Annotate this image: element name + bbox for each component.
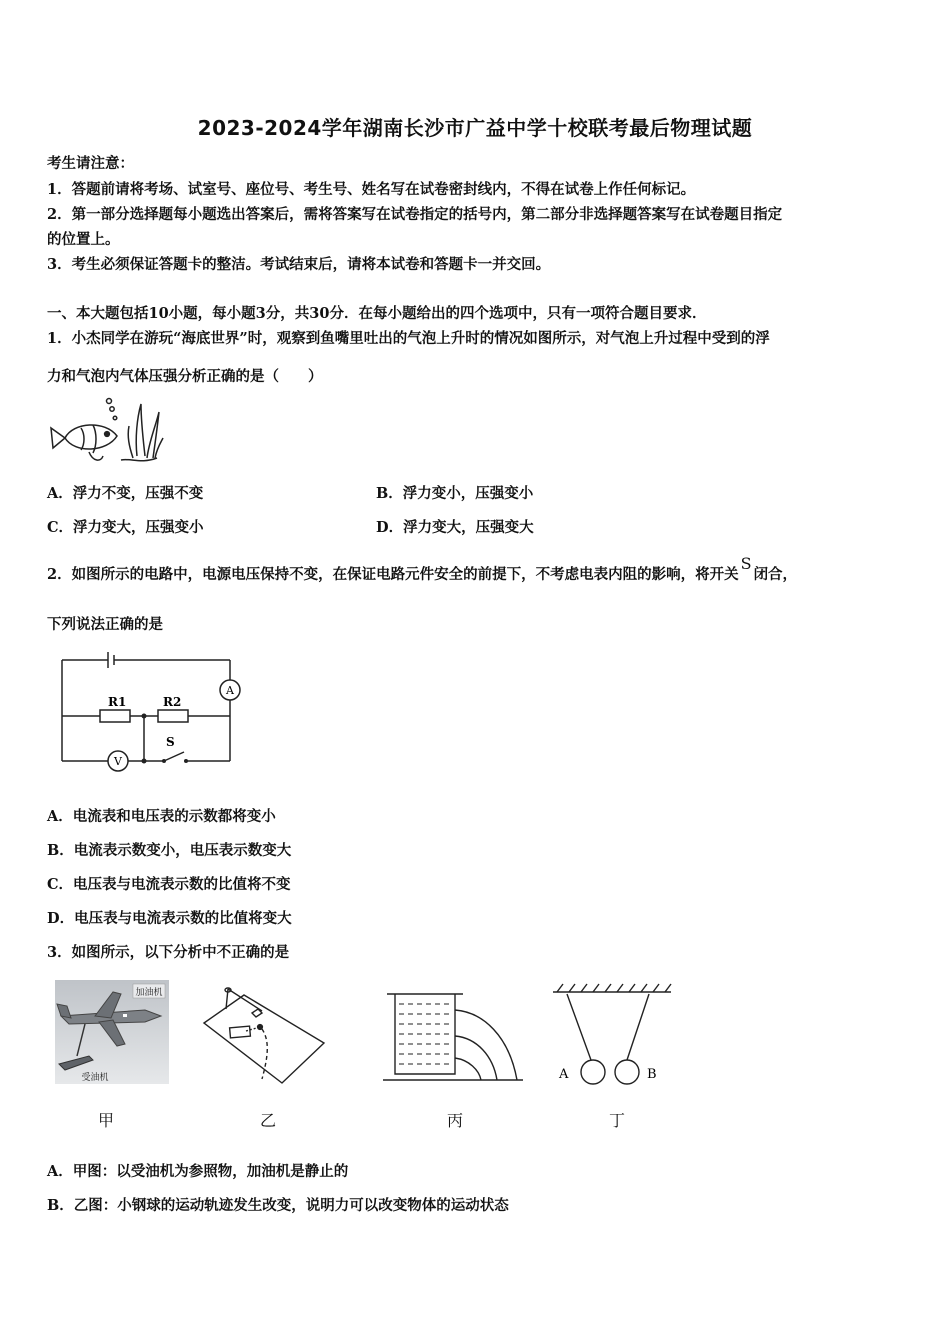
- notice-item: 1．答题前请将考场、试室号、座位号、考生号、姓名写在试卷密封线内，不得在试卷上作任何标记。: [47, 181, 696, 198]
- q3-stem: 3．如图所示，以下分析中不正确的是: [47, 944, 290, 961]
- switch-label: S: [166, 735, 175, 749]
- tanker-label: 加油机: [135, 988, 163, 998]
- q2-option-c[interactable]: C．电压表与电流表示数的比值将不变: [47, 876, 291, 893]
- q3-option-a[interactable]: A．甲图：以受油机为参照物，加油机是静止的: [47, 1163, 349, 1180]
- q1-stem: 1．小杰同学在游玩“海底世界”时，观察到鱼嘴里吐出的气泡上升时的情况如图所示，对气泡上升过程中受到的浮: [47, 330, 770, 347]
- ball-b-label: B: [647, 1067, 657, 1082]
- q2-stem-text: 2．如图所示的电路中，电源电压保持不变，在保证电路元件安全的前提下，不考虑电表内阻的影响，将开关: [47, 566, 739, 583]
- q3-option-b[interactable]: B．乙图：小钢球的运动轨迹发生改变，说明力可以改变物体的运动状态: [47, 1197, 509, 1214]
- circuit-diagram: [60, 648, 245, 773]
- q2-option-a[interactable]: A．电流表和电压表的示数都将变小: [47, 808, 276, 825]
- caption-bing: 丙: [447, 1111, 464, 1130]
- r2-label: R2: [163, 695, 182, 709]
- receiver-label: 受油机: [81, 1073, 109, 1083]
- caption-jia: 甲: [98, 1111, 115, 1130]
- hanging-balls-figure: [553, 984, 673, 1090]
- water-jets-figure: [383, 990, 523, 1082]
- caption-ding: 丁: [609, 1111, 626, 1130]
- caption-yi: 乙: [260, 1111, 277, 1130]
- q2-stem-end: 闭合，: [753, 566, 798, 583]
- steel-ball-figure: [200, 985, 330, 1085]
- q2-option-d[interactable]: D．电压表与电流表示数的比值将变大: [47, 910, 292, 927]
- r1-label: R1: [108, 695, 127, 709]
- page-title: 2023-2024学年湖南长沙市广益中学十校联考最后物理试题: [197, 116, 753, 140]
- ball-a-label: A: [559, 1067, 569, 1082]
- refuel-planes-figure: [55, 980, 169, 1084]
- notice-item: 2．第一部分选择题每小题选出答案后，需将答案写在试卷指定的括号内，第二部分非选择题答案写在试卷题目指定: [47, 206, 783, 223]
- notice-item: 3．考生必须保证答题卡的整洁。考试结束后，请将本试卷和答题卡一并交回。: [47, 256, 551, 273]
- q2-stem: 下列说法正确的是: [47, 616, 163, 633]
- q1-option-d[interactable]: D．浮力变大，压强变大: [376, 519, 534, 536]
- q2-option-b[interactable]: B．电流表示数变小，电压表示数变大: [47, 842, 292, 859]
- q1-option-b[interactable]: B．浮力变小，压强变小: [376, 485, 534, 502]
- q1-option-a[interactable]: A．浮力不变，压强不变: [47, 485, 204, 502]
- notice-item: 的位置上。: [47, 231, 120, 248]
- switch-symbol: S: [740, 554, 752, 573]
- q1-option-c[interactable]: C．浮力变大，压强变小: [47, 519, 204, 536]
- voltmeter-label: V: [114, 755, 122, 768]
- fish-figure: [45, 398, 175, 470]
- q1-stem: 力和气泡内气体压强分析正确的是（ ）: [47, 368, 323, 385]
- notice-heading: 考生请注意：: [47, 155, 134, 172]
- section-heading: 一、本大题包括10小题，每小题3分，共30分．在每小题给出的四个选项中，只有一项符合题目要求．: [47, 305, 707, 322]
- q2-stem: [47, 554, 798, 584]
- ammeter-label: A: [226, 684, 234, 697]
